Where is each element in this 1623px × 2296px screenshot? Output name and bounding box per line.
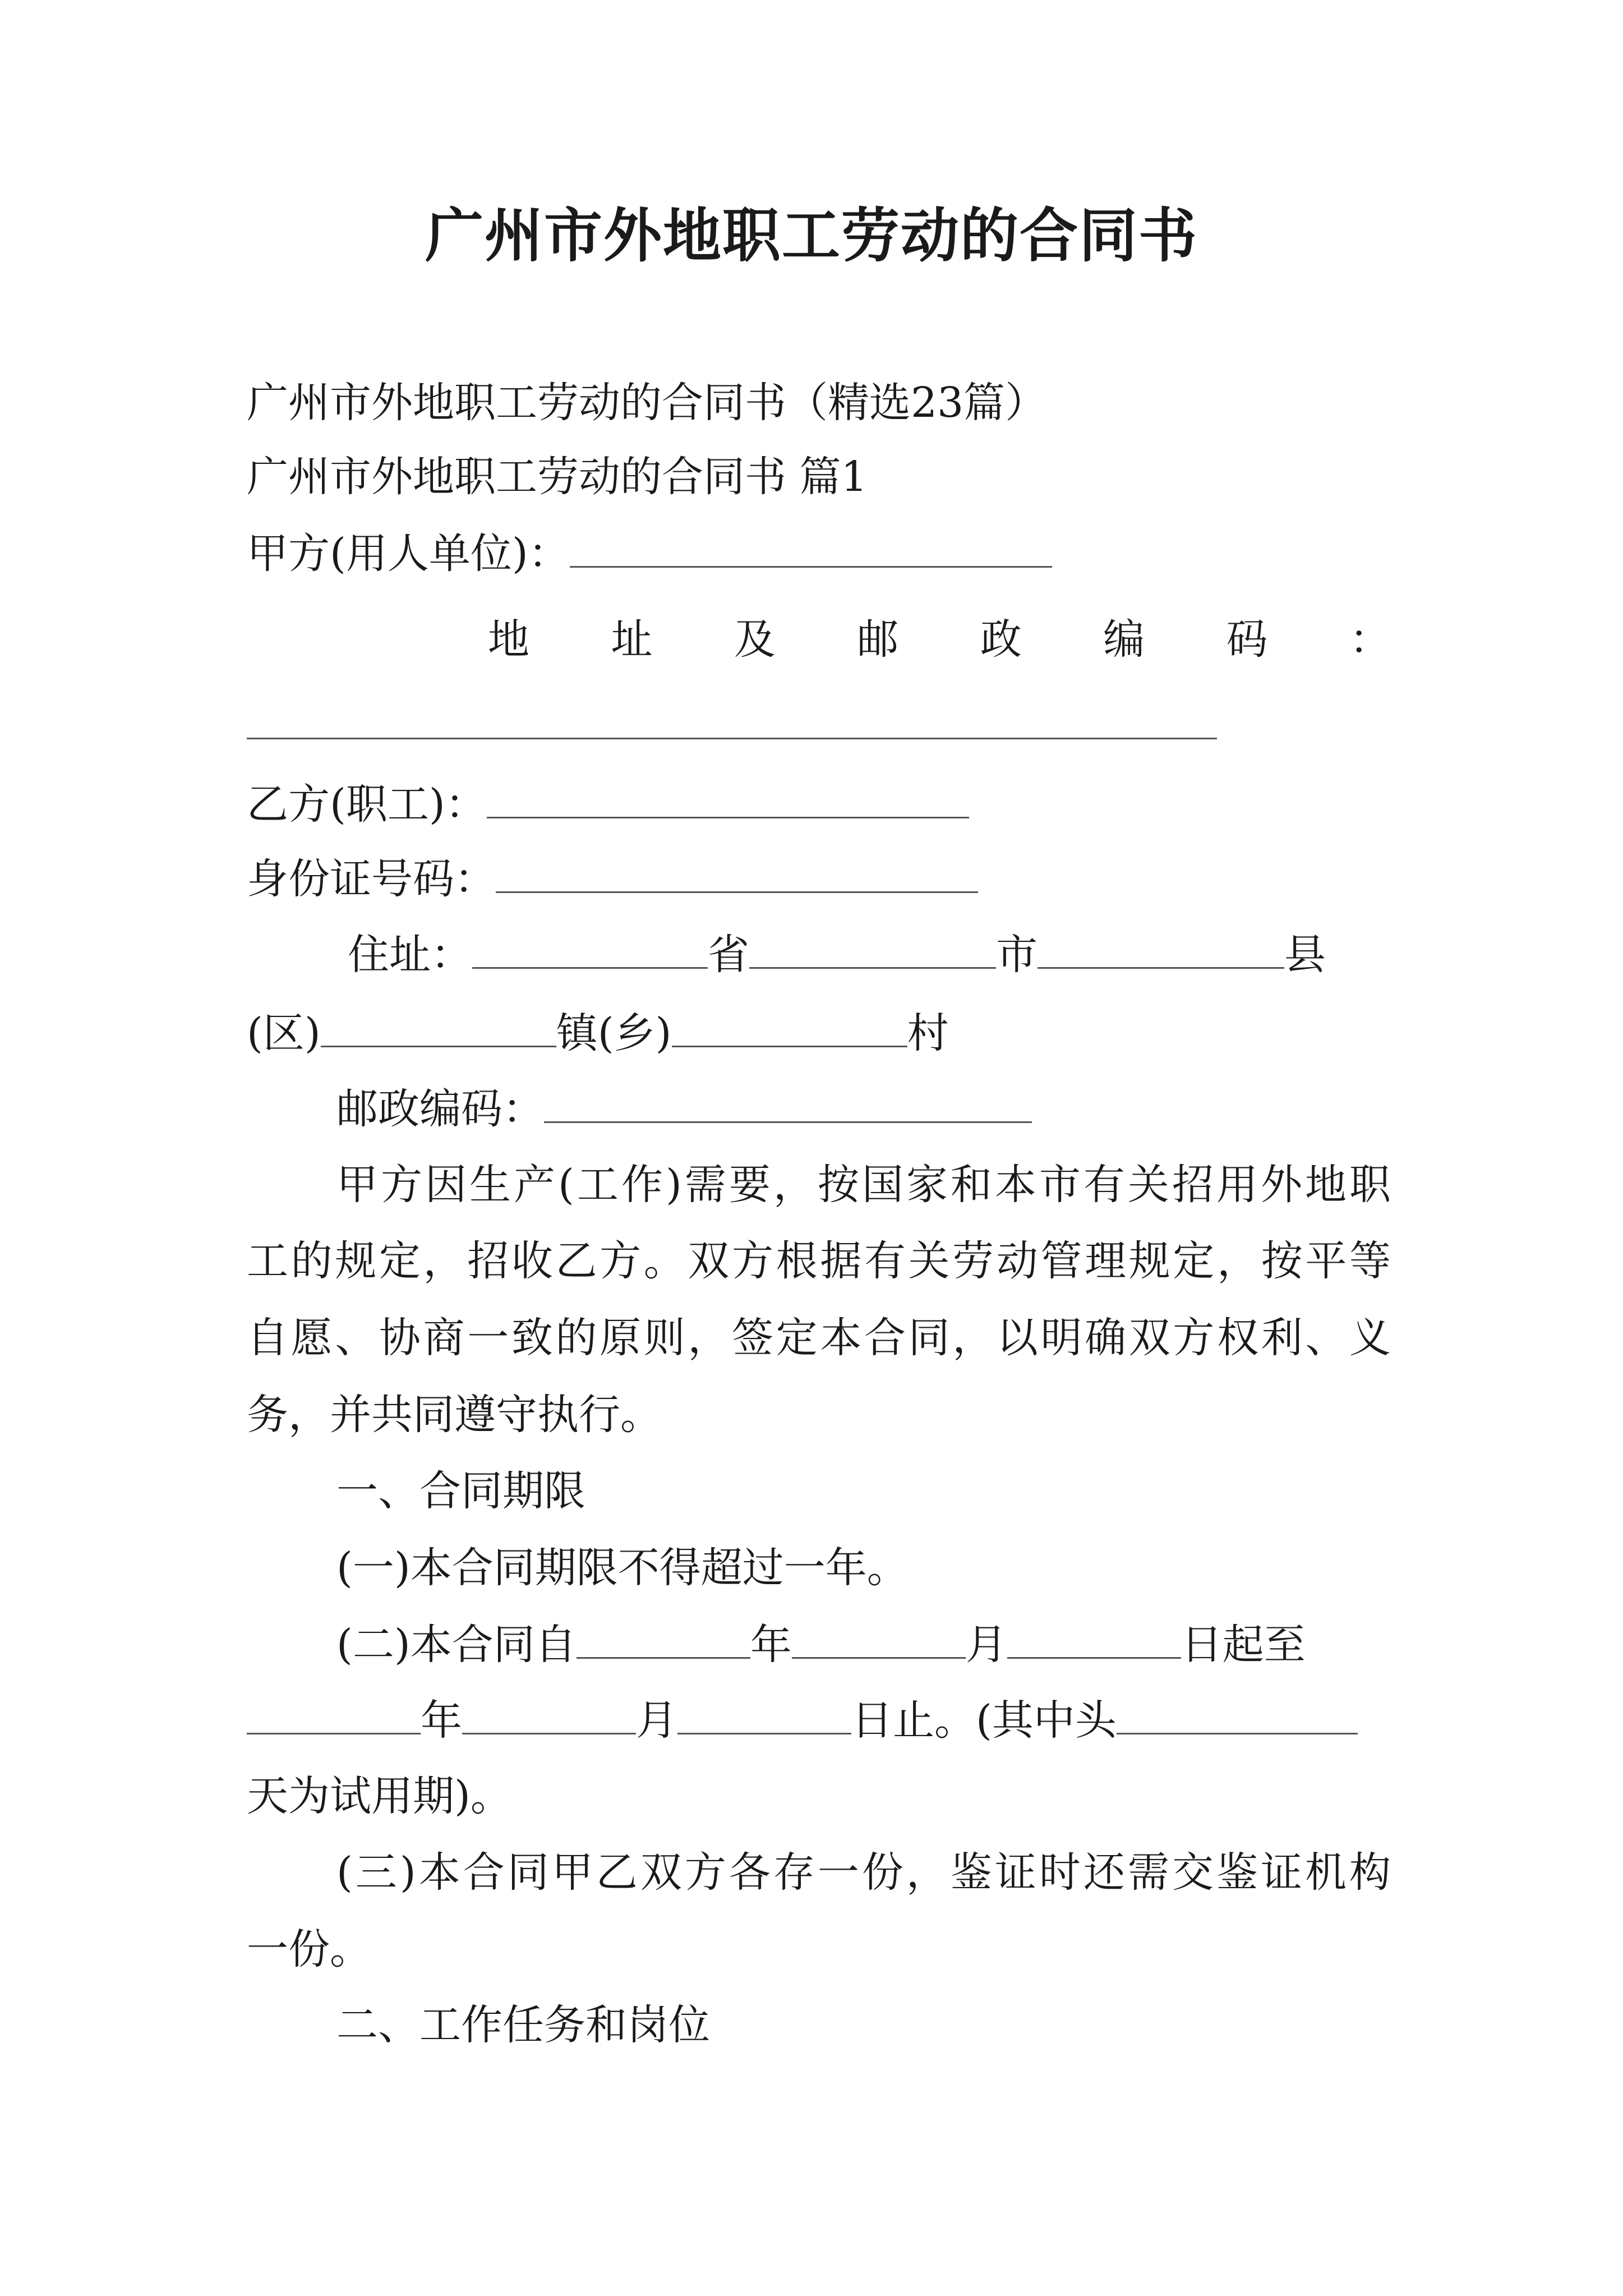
year-label: 年 xyxy=(750,1621,792,1669)
address-char: 地 xyxy=(488,615,529,664)
id-number-label: 身份证号码： xyxy=(247,855,496,903)
address-postcode-line xyxy=(247,611,1391,668)
id-number-blank[interactable] xyxy=(496,850,978,893)
start-day-blank[interactable] xyxy=(1007,1616,1181,1659)
clause-3-line-2: 一份。 xyxy=(247,1925,371,1973)
party-b-line xyxy=(247,775,1391,832)
party-b-label: 乙方(职工)： xyxy=(247,780,487,829)
party-b-blank[interactable] xyxy=(487,775,969,818)
year2-label: 年 xyxy=(421,1696,462,1745)
residence-line-1 xyxy=(348,926,1391,983)
clause-2-trial: 天为试用期)。 xyxy=(247,1772,512,1820)
month-label: 月 xyxy=(965,1621,1007,1669)
document-title: 广州市外地职工劳动的合同书 xyxy=(425,201,1198,270)
intro-line: 甲方因生产(工作)需要，按国家和本市有关招用外地职 xyxy=(336,1161,1391,1209)
address-char: 编 xyxy=(1103,615,1145,664)
end-year-blank[interactable] xyxy=(247,1691,421,1734)
intro-line: 务，并共同遵守执行。 xyxy=(247,1391,662,1439)
address-char: 政 xyxy=(980,615,1022,664)
clause-2-line-1 xyxy=(336,1616,1481,1673)
postcode-blank[interactable] xyxy=(544,1080,1032,1123)
day-end-label: 日止。(其中头 xyxy=(851,1696,1117,1745)
city-blank[interactable] xyxy=(749,926,996,969)
address-postcode-blank[interactable] xyxy=(247,738,1217,739)
section-heading: 广州市外地职工劳动的合同书 篇1 xyxy=(247,453,868,501)
clause-2-line-2 xyxy=(247,1691,1391,1749)
address-char: 邮 xyxy=(857,615,899,664)
id-number-line xyxy=(247,850,1391,907)
province-blank[interactable] xyxy=(472,926,708,969)
party-a-blank[interactable] xyxy=(570,524,1052,568)
residence-label: 住址： xyxy=(348,931,472,979)
postcode-label: 邮政编码： xyxy=(336,1085,544,1133)
day-start-label: 日起至 xyxy=(1181,1621,1306,1669)
end-day-blank[interactable] xyxy=(677,1691,851,1734)
document-subtitle: 广州市外地职工劳动的合同书（精选23篇） xyxy=(247,379,1047,427)
address-char: 及 xyxy=(734,615,776,664)
intro-line: 工的规定，招收乙方。双方根据有关劳动管理规定，按平等 xyxy=(247,1237,1391,1285)
trial-days-blank[interactable] xyxy=(1117,1691,1358,1734)
city-label: 市 xyxy=(996,931,1038,979)
address-char: ： xyxy=(1349,615,1391,664)
county-blank[interactable] xyxy=(1038,926,1284,969)
address-char: 码 xyxy=(1226,615,1268,664)
village-label: 村 xyxy=(907,1009,949,1057)
start-year-blank[interactable] xyxy=(577,1616,750,1659)
address-char: 址 xyxy=(611,615,653,664)
town-blank[interactable] xyxy=(672,1004,907,1047)
district-label: (区) xyxy=(247,1009,321,1057)
start-month-blank[interactable] xyxy=(792,1616,966,1659)
clause-2-prefix: (二)本合同自 xyxy=(336,1621,577,1669)
district-blank[interactable] xyxy=(321,1004,556,1047)
postcode-line xyxy=(336,1080,1481,1137)
party-a-label: 甲方(用人单位)： xyxy=(247,530,570,578)
clause-3-line-1: (三)本合同甲乙双方各存一份，鉴证时还需交鉴证机构 xyxy=(336,1848,1391,1897)
party-a-line xyxy=(247,524,1391,582)
intro-line: 自愿、协商一致的原则，签定本合同，以明确双方权利、义 xyxy=(247,1314,1391,1362)
residence-line-2 xyxy=(247,1004,1391,1061)
section-2-title: 二、工作任务和岗位 xyxy=(336,2001,710,2049)
end-month-blank[interactable] xyxy=(462,1691,636,1734)
town-label: 镇(乡) xyxy=(556,1009,672,1057)
section-1-title: 一、合同期限 xyxy=(336,1467,585,1515)
province-label: 省 xyxy=(708,931,749,979)
clause-1: (一)本合同期限不得超过一年。 xyxy=(336,1544,909,1592)
county-label: 县 xyxy=(1284,931,1326,979)
month2-label: 月 xyxy=(636,1696,677,1745)
